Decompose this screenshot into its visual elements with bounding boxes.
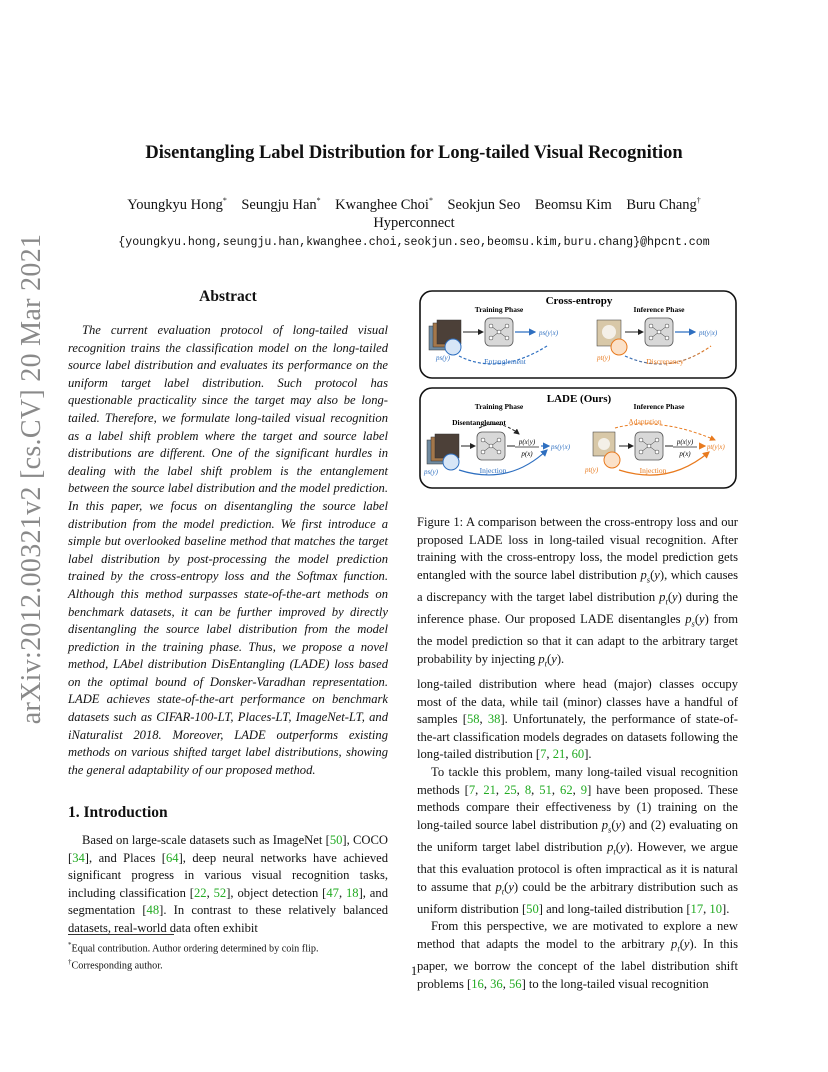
label-training-phase-bottom: Training Phase [474, 402, 524, 411]
label-ps-y-given-x-bottom: ps(y|x) [551, 443, 571, 451]
figure-1-diagram [419, 290, 739, 490]
citation-link[interactable]: 34 [72, 850, 85, 865]
citation-link[interactable]: 60 [571, 747, 585, 762]
citation-link[interactable]: 7 [468, 782, 476, 797]
citation-link[interactable]: 17 [690, 901, 704, 916]
citation-link[interactable]: 18 [345, 885, 359, 900]
math-inline: $p_t(y)$ [538, 651, 562, 669]
author-mark: * [316, 196, 321, 205]
math-inline: $p_t(y)$ [607, 839, 630, 857]
label-disentanglement: Disentanglement [452, 418, 506, 427]
citation-link[interactable]: 9 [580, 782, 588, 797]
math-inline: $p_t(y)$ [659, 589, 682, 607]
arxiv-id: arXiv:2012.00321v2 [cs.CV] 20 Mar 2021 [16, 233, 47, 725]
author-name: Seungju Han [241, 196, 317, 213]
panel-title-cross-entropy: Cross-entropy [545, 295, 613, 307]
citation-link[interactable]: 25 [504, 782, 517, 797]
source-dist-circle-top [445, 339, 461, 355]
label-pt-y-given-x-bottom: pt(y|x) [707, 444, 725, 451]
citation-link[interactable]: 51 [539, 782, 552, 797]
ratio-denominator-right: p(x) [679, 450, 691, 458]
label-entanglement: Entanglement [484, 357, 526, 366]
math-inline: $p_t(y)$ [495, 879, 519, 897]
ratio-numerator-left: p(x|y) [518, 438, 536, 446]
citation-link[interactable]: 8 [524, 782, 532, 797]
citation-link[interactable]: 56 [509, 976, 522, 991]
section-heading-introduction: 1. Introduction [68, 804, 168, 821]
label-injection-left: Injection [479, 466, 507, 475]
citation-link[interactable]: 62 [560, 782, 573, 797]
label-ps-y-given-x-top: ps(y|x) [539, 329, 559, 337]
label-pt-top: pt(y) [597, 354, 611, 362]
citation-link[interactable]: 50 [329, 833, 343, 847]
ratio-denominator-left: p(x) [521, 450, 533, 458]
math-inline: $p_s(y)$ [640, 567, 665, 585]
label-inference-phase-top: Inference Phase [633, 305, 685, 314]
target-dist-circle-bottom [604, 452, 620, 468]
math-inline: $p_s(y)$ [685, 612, 709, 629]
citation-link[interactable]: 21 [483, 782, 496, 797]
author-name: Kwanghee Choi [335, 196, 429, 213]
author-mark: * [428, 196, 433, 205]
citation-link[interactable]: 21 [552, 747, 566, 762]
author-name: Youngkyu Hong [127, 196, 223, 213]
page-number: 1 [410, 964, 418, 978]
citation-link[interactable]: 36 [490, 976, 503, 991]
panel-title-lade: LADE (Ours) [546, 393, 612, 405]
citation-link[interactable]: 48 [146, 903, 160, 918]
author-mark: * [222, 196, 227, 205]
label-adaptation: Adaptation [628, 417, 662, 426]
label-ps-bottom: ps(y) [424, 468, 438, 476]
source-dist-circle-bottom [443, 454, 459, 470]
author-mark: † [696, 196, 701, 205]
citation-link[interactable]: 16 [471, 976, 484, 991]
intro-column-left [68, 832, 388, 938]
footnote-rule [68, 934, 174, 935]
intro-paragraph-1: Based on large-scale datasets such as ImageNet [50], COCO [34], and Places [64], deep neural networks have achieved significant progress in various visual recognition tasks, including classification [22, 52], object detection [47, 18], and segmentation [48]. In contrast to these relatively balanced datasets, real-world data often exhibit [68, 833, 389, 935]
label-training-phase-top: Training Phase [474, 305, 524, 314]
citation-link[interactable]: 7 [540, 747, 547, 762]
author-name: Seokjun Seo [447, 196, 521, 213]
label-pt-y-given-x-top: pt(y|x) [699, 329, 718, 337]
author-name: Beomsu Kim [534, 196, 612, 213]
label-inference-phase-bottom: Inference Phase [633, 402, 685, 411]
intro-paragraph-1-continued: long-tailed distribution where head (major) classes occupy most of the data, while tail (minor) classes have a handful of samples [58, 38]. Unfortunately, the performance of state-of-the-art classification models degrades on datasets following the long-tailed distribution [7, 21, 60]. [417, 677, 738, 762]
ratio-numerator-right: p(x|y) [676, 438, 694, 446]
citation-link[interactable]: 64 [165, 850, 179, 865]
affiliation: Hyperconnect [373, 215, 455, 231]
author-name: Buru Chang [626, 196, 697, 213]
author-list [0, 196, 828, 214]
intro-paragraph-2: To tackle this problem, many long-tailed visual recognition methods [7, 21, 25, 8, 51, 62, 9] have been proposed. These methods compare their effectiveness by (1) training on the long-tailed source label distribution $p_s(y)$ and (2) evaluating on the uniform target label distribution $p_t(y)$. However, we argue that this evaluation protocol is often impractical as it is natural to assume that $p_t(y)$ could be the arbitrary distribution such as uniform distribution [50] and long-tailed distribution [17, 10]. [417, 764, 738, 916]
citation-link[interactable]: 47 [326, 885, 339, 900]
target-dist-circle-top [611, 339, 627, 355]
math-inline: $p_s(y)$ [601, 817, 626, 835]
footnote-equal-contribution: *Equal contribution. Author ordering determined by coin flip. [68, 941, 319, 955]
citation-link[interactable]: 52 [213, 885, 227, 900]
citation-link[interactable]: 22 [193, 885, 207, 900]
citation-link[interactable]: 58 [466, 712, 480, 727]
figure-1-caption: Figure 1: A comparison between the cross-entropy loss and our proposed LADE loss in long-tailed visual recognition. After training with the cross-entropy loss, the model prediction gets entangled with the source label distribution $p_s(y)$, which causes a discrepancy with the target label distribution $p_t(y)$ during the inference phase. Our proposed LADE disentangles $p_s(y)$ from the model prediction so that it can adapt to the arbitrary target probability by injecting $p_t(y)$. [417, 515, 738, 669]
abstract-heading: Abstract [199, 288, 257, 305]
citation-link[interactable]: 10 [709, 901, 723, 916]
label-injection-right: Injection [639, 466, 667, 475]
author-emails: {youngkyu.hong,seungju.han,kwanghee.choi,seokjun.seo,beomsu.kim,buru.chang}@hpcnt.com [118, 236, 710, 249]
intro-paragraph-3: From this perspective, we are motivated to explore a new method that adapts the model to the arbitrary $p_t(y)$. In this paper, we borrow the concept of the label distribution shift problems [16, 36, 56] to the long-tailed visual recognition [417, 919, 738, 991]
label-discrepancy: Discrepancy [646, 357, 684, 366]
citation-link[interactable]: 38 [487, 712, 501, 727]
label-pt-bottom: pt(y) [585, 466, 599, 474]
citation-link[interactable]: 50 [526, 901, 539, 916]
arxiv-stamp [10, 233, 54, 725]
footnote-corresponding-author: †Corresponding author. [68, 957, 163, 972]
intro-column-right [417, 676, 738, 993]
abstract-text: The current evaluation protocol of long-tailed visual recognition trains the classification model on the long-tailed source label distribution and evaluates its performance on the uniform target label distribution. Such protocol has questionable practicality since the target may also be long-tailed. Therefore, we formulate long-tailed visual recognition as a label shift problem where the target and source label distributions are different. One of the significant hurdles in dealing with the label shift problem is the entanglement between the source label distribution and the model prediction. In this paper, we focus on disentangling the source label distribution from the model prediction. We first introduce a simple but overlooked baseline method that matches the target label distribution by post-processing the model prediction trained by the cross-entropy loss and the Softmax function. Although this method surpasses state-of-the-art methods on benchmark datasets, it can be further improved by directly disentangling the source label distribution from the model prediction in the training phase. Thus, we propose a novel method, LAbel distribution DisEntangling (LADE) loss based on the optimal bound of Donsker-Varadhan representation. LADE achieves state-of-the-art performance on benchmark datasets such as CIFAR-100-LT, Places-LT, ImageNet-LT, and iNaturalist 2018. Moreover, LADE outperforms existing methods on various shifted target label distributions, showing the general adaptability of our proposed method. [68, 323, 388, 777]
math-inline: $p_t(y)$ [671, 936, 694, 954]
label-ps-top: ps(y) [436, 354, 450, 362]
paper-title: Disentangling Label Distribution for Long-tailed Visual Recognition [145, 143, 683, 163]
